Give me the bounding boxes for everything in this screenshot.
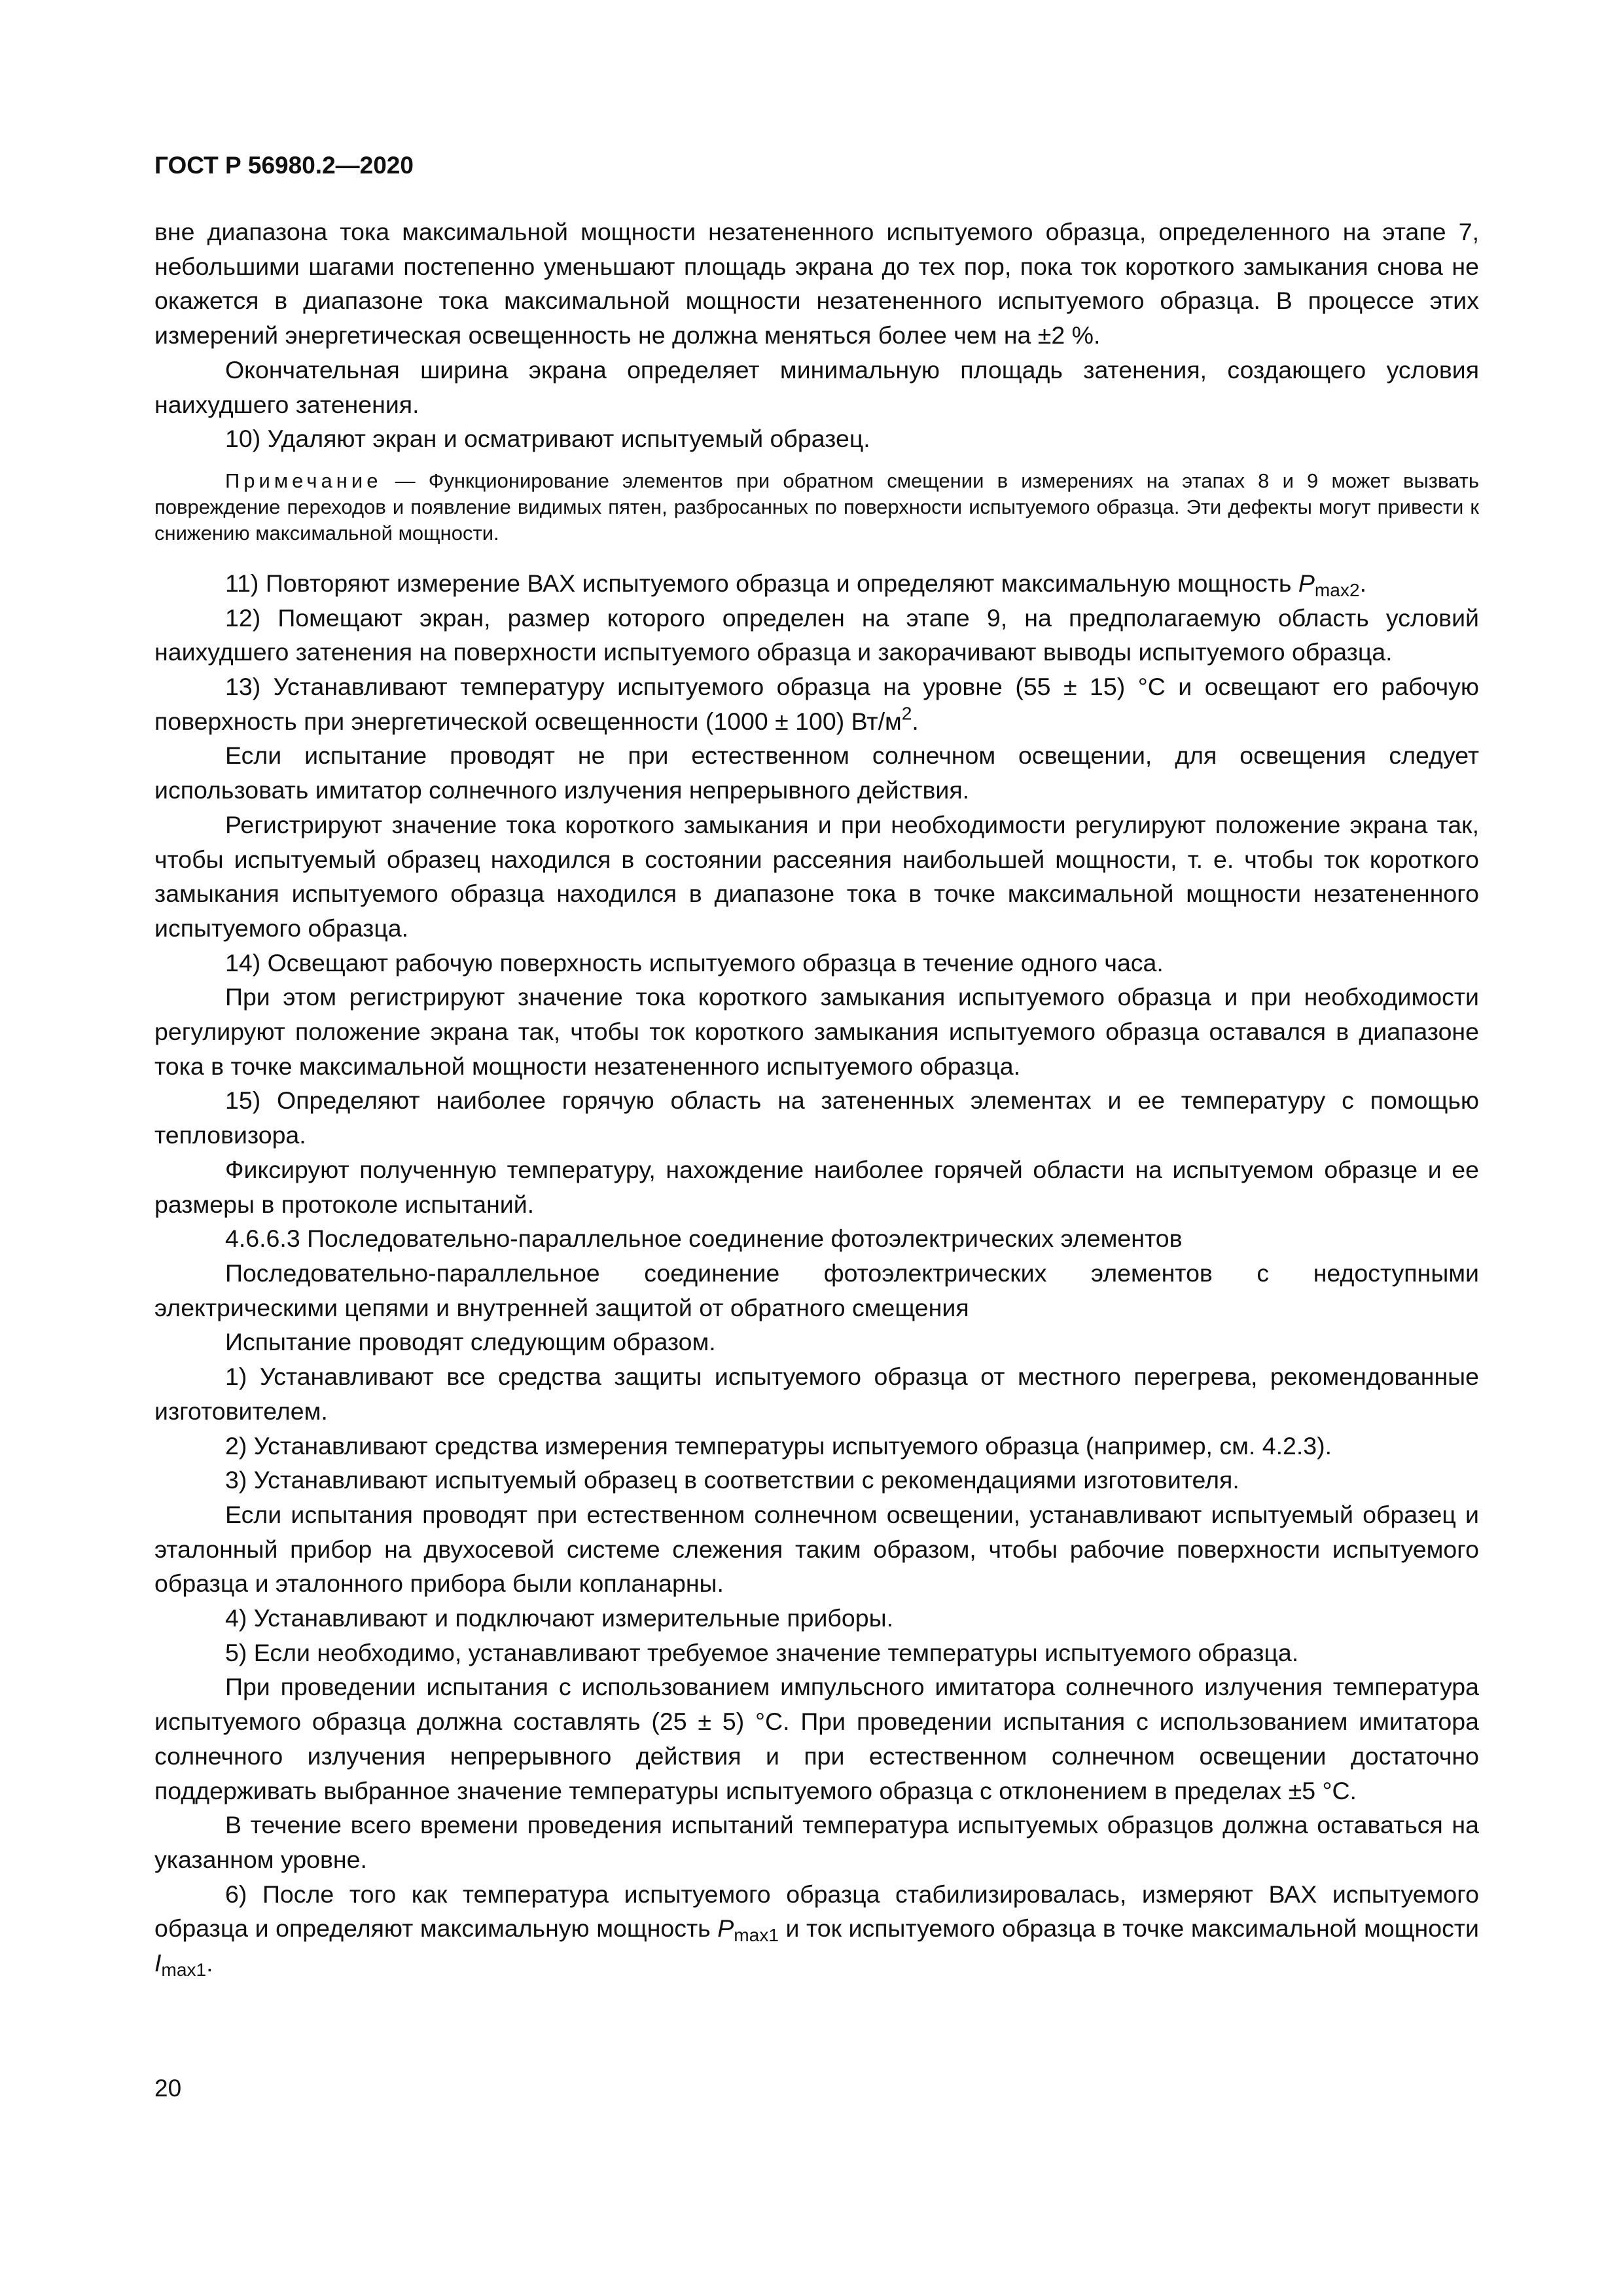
paragraph: 10) Удаляют экран и осматривают испытуемый образец. bbox=[225, 425, 870, 453]
paragraph: 14) Освещают рабочую поверхность испытуемого образца в течение одного часа. bbox=[225, 948, 1164, 977]
paragraph: вне диапазона тока максимальной мощности незатененного испытуемого образца, определенного на этапе 7, небольшими шагами постепенно уменьшают площадь экрана до тех пор, пока ток короткого замыкания снова не окажется в диапазоне тока максимальной мощности незатененного испытуемого образца. В процессе этих измерений энергетическая освещенность не должна меняться более чем на ±2 %. bbox=[154, 218, 1479, 350]
paragraph: 12) Помещают экран, размер которого определен на этапе 9, на предполагаемую область условий наихудшего затенения на поверхности испытуемого образца и закорачивают выводы испытуемого образца. bbox=[154, 603, 1479, 666]
symbol: I bbox=[154, 1949, 162, 1977]
paragraph: Последовательно-параллельное соединение фотоэлектрических элементов с недоступными электрическими цепями и внутренней защитой от обратного смещения bbox=[154, 1259, 1479, 1321]
subscript: max2 bbox=[1314, 579, 1360, 600]
subscript: max1 bbox=[734, 1925, 779, 1946]
paragraph: При этом регистрируют значение тока короткого замыкания испытуемого образца и при необходимости регулируют положение экрана так, чтобы ток короткого замыкания испытуемого образца оставался в диапазоне тока в точке максимальной мощности незатененного испытуемого образца. bbox=[154, 983, 1479, 1080]
section-heading: 4.6.6.3 Последовательно-параллельное соединение фотоэлектрических элементов bbox=[225, 1225, 1183, 1253]
paragraph: 1) Устанавливают все средства защиты испытуемого образца от местного перегрева, рекомендованные изготовителем. bbox=[154, 1363, 1479, 1425]
standard-header: ГОСТ Р 56980.2—2020 bbox=[154, 152, 414, 179]
paragraph bbox=[154, 566, 1479, 601]
punctuation: . bbox=[206, 1949, 213, 1977]
note-text: — Функционирование элементов при обратном смещении в измерениях на этапах 8 и 9 может вызвать повреждение переходов и появление видимых пятен, разбросанных по поверхности испытуемого образца. Эти дефекты могут привести к снижению максимальной мощности. bbox=[154, 469, 1479, 545]
body-text bbox=[154, 215, 1479, 1981]
paragraph: Испытание проводят следующим образом. bbox=[225, 1328, 716, 1356]
note bbox=[154, 468, 1479, 547]
paragraph: Окончательная ширина экрана определяет минимальную площадь затенения, создающего условия наихудшего затенения. bbox=[154, 355, 1479, 418]
subscript: max1 bbox=[161, 1960, 207, 1981]
note-label: Примечание bbox=[225, 469, 382, 492]
paragraph-text: и ток испытуемого образца в точке максимальной мощности bbox=[779, 1914, 1479, 1943]
paragraph: 4) Устанавливают и подключают измерительные приборы. bbox=[225, 1604, 893, 1632]
paragraph: В течение всего времени проведения испытаний температура испытуемых образцов должна оставаться на указанном уровне. bbox=[154, 1811, 1479, 1873]
paragraph: Фиксируют полученную температуру, нахождение наиболее горячей области на испытуемом образце и ее размеры в протоколе испытаний. bbox=[154, 1155, 1479, 1218]
paragraph: 3) Устанавливают испытуемый образец в соответствии с рекомендациями изготовителя. bbox=[225, 1466, 1240, 1494]
paragraph: Если испытание проводят не при естественном солнечном освещении, для освещения следует использовать имитатор солнечного излучения непрерывного действия. bbox=[154, 742, 1479, 804]
paragraph: При проведении испытания с использованием импульсного имитатора солнечного излучения температура испытуемого образца должна составлять (25 ± 5) °С. При проведении испытания с использованием имитатора солнечного излучения непрерывного действия и при естественном солнечном освещении достаточно поддерживать выбранное значение температуры испытуемого образца с отклонением в пределах ±5 °С. bbox=[154, 1673, 1479, 1804]
paragraph bbox=[154, 1877, 1479, 1981]
paragraph: Если испытания проводят при естественном солнечном освещении, устанавливают испытуемый образец и эталонный прибор на двухосевой системе слежения таким образом, чтобы рабочие поверхности испытуемого образца и эталонного прибора были копланарны. bbox=[154, 1500, 1479, 1598]
paragraph-text: 6) После того как температура испытуемого образца стабилизировалась, измеряют ВАХ испытуемого образца и определяют максимальную мощность bbox=[154, 1880, 1479, 1943]
punctuation: . bbox=[912, 707, 919, 735]
paragraph-text: 11) Повторяют измерение ВАХ испытуемого образца и определяют максимальную мощность bbox=[225, 569, 1298, 597]
superscript: 2 bbox=[901, 703, 912, 724]
paragraph: 2) Устанавливают средства измерения температуры испытуемого образца (например, см. 4.2.3). bbox=[225, 1431, 1332, 1460]
paragraph: 15) Определяют наиболее горячую область на затененных элементах и ее температуру с помощью тепловизора. bbox=[154, 1086, 1479, 1149]
symbol: P bbox=[1298, 569, 1315, 597]
symbol: P bbox=[717, 1914, 734, 1943]
paragraph-text: 13) Устанавливают температуру испытуемого образца на уровне (55 ± 15) °С и освещают его рабочую поверхность при энергетической освещенности (1000 ± 100) Вт/м bbox=[154, 673, 1479, 735]
paragraph bbox=[154, 670, 1479, 738]
paragraph: 5) Если необходимо, устанавливают требуемое значение температуры испытуемого образца. bbox=[225, 1638, 1299, 1666]
punctuation: . bbox=[1359, 569, 1367, 597]
paragraph: Регистрируют значение тока короткого замыкания и при необходимости регулируют положение экрана так, чтобы испытуемый образец находился в состоянии рассеяния наибольшей мощности, т. е. чтобы ток короткого замыкания испытуемого образца находился в диапазоне тока в точке максимальной мощности незатененного испытуемого образца. bbox=[154, 810, 1479, 942]
page-number: 20 bbox=[154, 2075, 182, 2102]
